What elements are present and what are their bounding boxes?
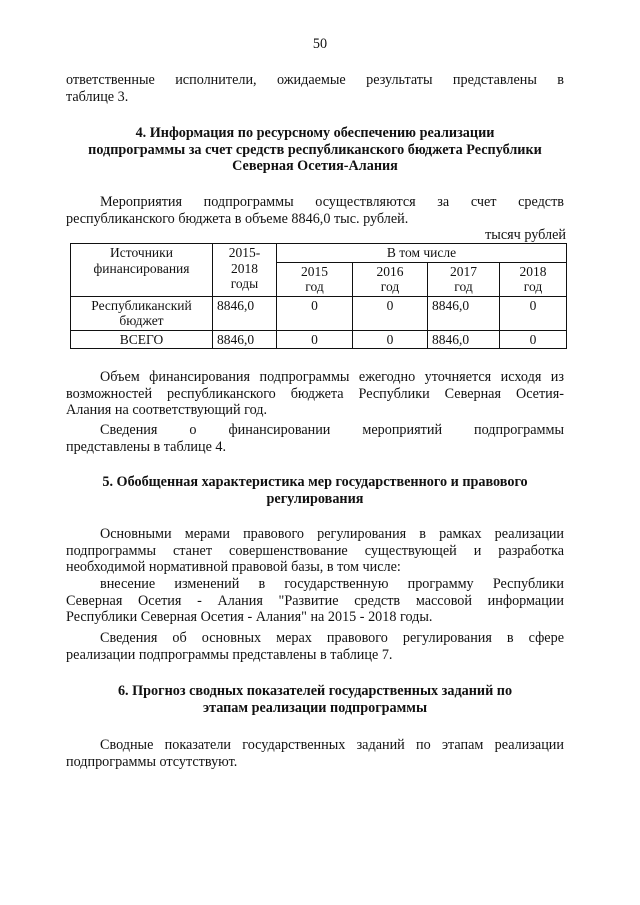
header-text: 2017 <box>450 263 477 279</box>
table-unit-label: тысяч рублей <box>485 227 566 243</box>
section-5-paragraph-1 <box>66 526 564 576</box>
header-text: год <box>305 279 324 294</box>
financing-table <box>70 243 567 349</box>
text-line: представлены в таблице 4. <box>66 438 227 455</box>
text-line: Республики Северная Осетия - Алания" на 2015 - 2018 годы. <box>66 609 433 625</box>
section-4-paragraph-1 <box>66 194 564 227</box>
header-text: 2015 <box>301 263 328 279</box>
text-line: внесение изменений в государственную программу Республики <box>100 576 564 592</box>
cell-source: ВСЕГО <box>71 330 213 349</box>
cell-2015: 0 <box>277 296 353 330</box>
header-sources <box>71 244 213 297</box>
text-line: необходимой нормативной правовой базы, в том числе: <box>66 559 401 575</box>
header-including: В том числе <box>277 244 567 263</box>
header-text: год <box>454 279 473 294</box>
text-line: ответственные исполнители, ожидаемые результаты представлены в <box>66 72 564 88</box>
page-number: 50 <box>312 36 328 52</box>
heading-line: этапам реализации подпрограммы <box>202 699 428 716</box>
table-row <box>71 296 567 330</box>
header-text: 2018 <box>231 260 258 276</box>
text-line: Северная Осетия - Алания "Развитие средств массовой информации <box>66 592 564 609</box>
cell-2015: 0 <box>277 330 353 349</box>
text-line: Объем финансирования подпрограммы ежегодно уточняется исходя из <box>100 369 564 385</box>
table-header-row <box>71 244 567 263</box>
header-year <box>353 262 428 296</box>
cell-source <box>71 296 213 330</box>
section-5-heading <box>60 474 570 507</box>
text-line: Сведения о финансировании мероприятий подпрограммы <box>100 422 564 438</box>
text-line: Основными мерами правового регулирования в рамках реализации <box>100 526 564 542</box>
section-4-paragraph-2 <box>66 369 564 419</box>
text-line: возможностей республиканского бюджета Республики Северная Осетия- <box>66 385 564 402</box>
text-line: республиканского бюджета в объеме 8846,0 тыс. рублей. <box>66 210 409 227</box>
text-line: реализации подпрограммы представлены в таблице 7. <box>66 646 393 663</box>
cell-2017: 8846,0 <box>428 296 500 330</box>
cell-text: Республиканский <box>91 297 192 313</box>
text-line: подпрограммы станет совершенствование существующей и разработка <box>66 542 564 559</box>
header-total <box>213 244 277 297</box>
cell-2016: 0 <box>353 296 428 330</box>
section-4-heading <box>60 125 570 175</box>
header-text: годы <box>230 276 259 291</box>
text-line: таблице 3. <box>66 88 129 105</box>
cell-2018: 0 <box>500 330 567 349</box>
section-5-paragraph-2 <box>66 576 564 626</box>
header-text: Источники <box>110 245 173 260</box>
cell-total: 8846,0 <box>213 330 277 349</box>
header-text: год <box>380 279 400 294</box>
heading-line: 6. Прогноз сводных показателей государственных заданий по <box>117 683 513 699</box>
text-line: Сведения об основных мерах правового регулирования в сфере <box>100 630 564 646</box>
header-text: 2018 <box>519 263 547 279</box>
heading-line: 4. Информация по ресурсному обеспечению реализации <box>135 125 495 141</box>
header-text: год <box>523 279 543 294</box>
table-row <box>71 330 567 349</box>
cell-total: 8846,0 <box>213 296 277 330</box>
cell-2018: 0 <box>500 296 567 330</box>
header-year <box>500 262 567 296</box>
heading-line: регулирования <box>266 490 364 507</box>
cell-2016: 0 <box>353 330 428 349</box>
header-text: финансирования <box>93 260 190 276</box>
intro-paragraph <box>66 72 564 105</box>
heading-line: 5. Обобщенная характеристика мер государственного и правового <box>102 474 528 490</box>
text-line: Мероприятия подпрограммы осуществляются за счет средств <box>100 194 564 210</box>
text-line: Алания на соответствующий год. <box>66 402 268 418</box>
heading-line: Северная Осетия-Алания <box>232 158 398 174</box>
text-line: Сводные показатели государственных заданий по этапам реализации <box>100 737 564 753</box>
header-text: 2015- <box>228 245 261 260</box>
cell-2017: 8846,0 <box>428 330 500 349</box>
heading-line: подпрограммы за счет средств республиканского бюджета Республики <box>88 141 542 158</box>
header-year <box>428 262 500 296</box>
section-6-paragraph-1 <box>66 737 564 770</box>
text-line: подпрограммы отсутствуют. <box>66 753 238 770</box>
header-text: 2016 <box>376 263 404 279</box>
header-year <box>277 262 353 296</box>
section-6-heading <box>60 683 570 716</box>
cell-text: бюджет <box>119 313 164 328</box>
section-5-paragraph-3 <box>66 630 564 663</box>
section-4-paragraph-3 <box>66 422 564 455</box>
